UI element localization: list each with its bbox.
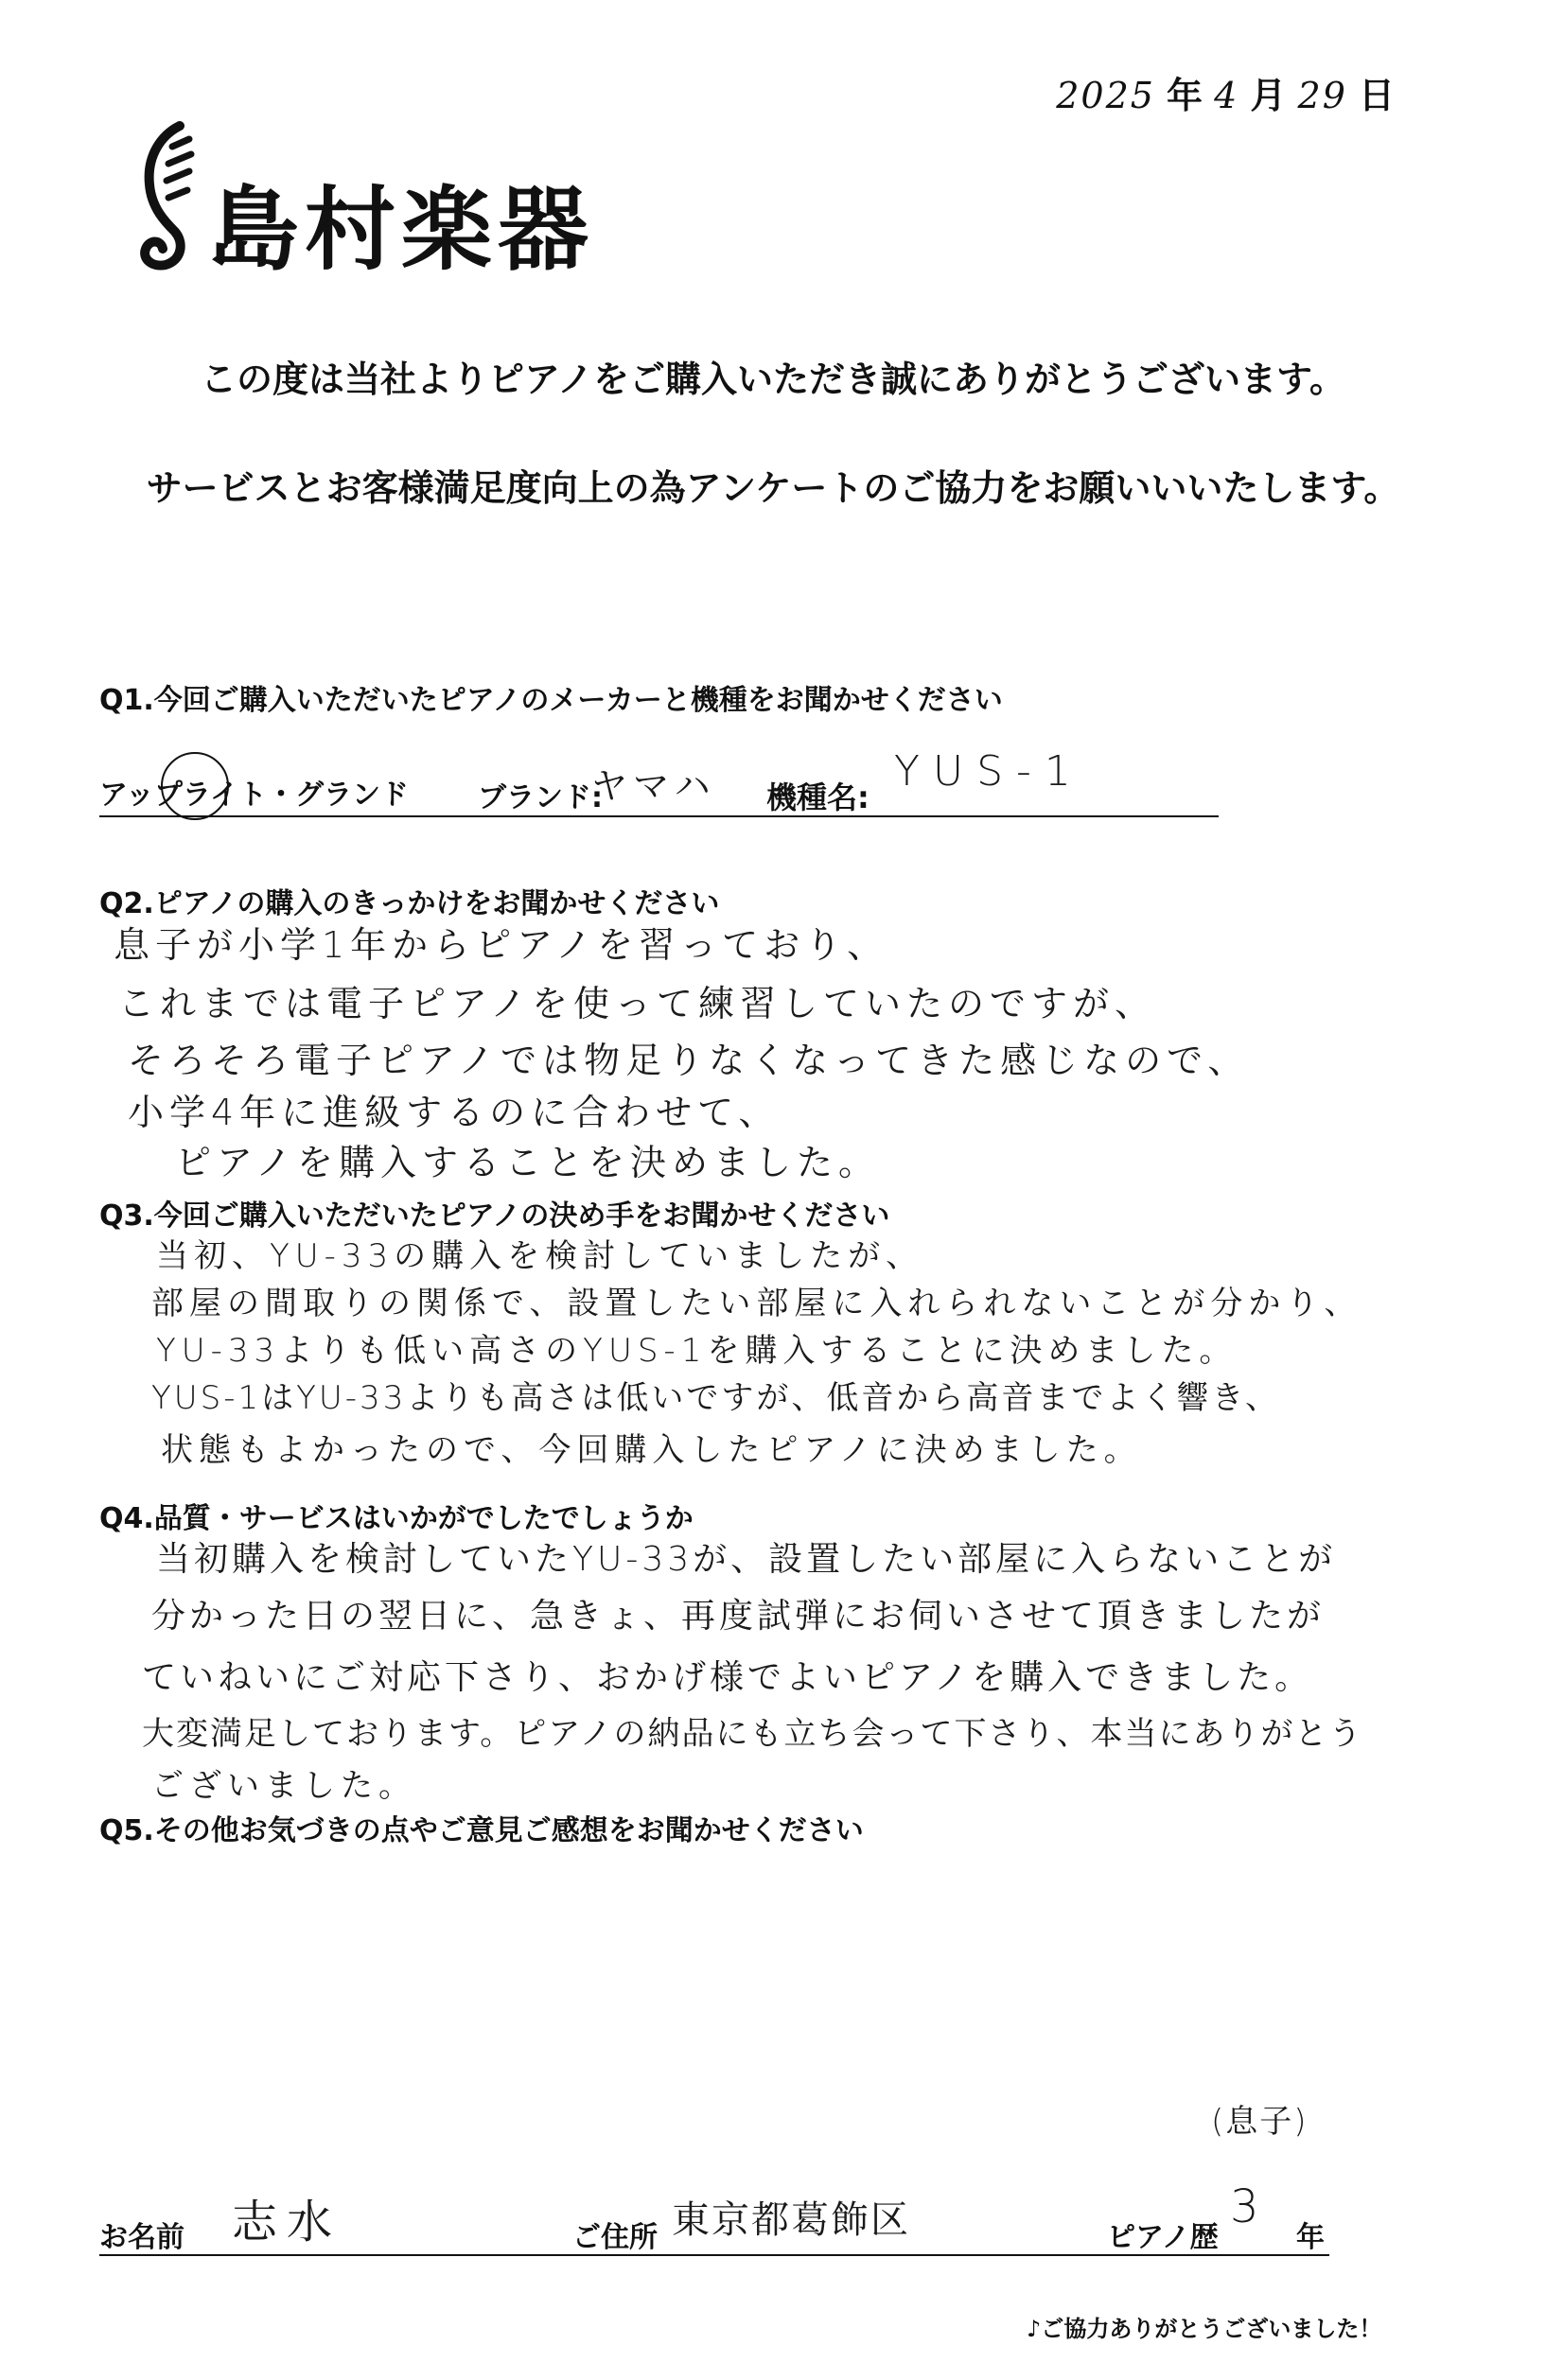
logo-text: 島村楽器	[208, 177, 594, 283]
date-month-unit: 月	[1250, 75, 1287, 116]
history-label: ピアノ歴	[1107, 2221, 1219, 2254]
q4-answer-line: 大変満足しております。ピアノの納品にも立ち会って下さり、本当にありがとう	[142, 1715, 1363, 1753]
q2-answer-line: ピアノを購入することを決めました。	[175, 1142, 880, 1183]
shimamura-logo	[123, 118, 615, 284]
model-value: YUS-1	[894, 747, 1084, 796]
q4-answer-line: 当初購入を検討していたYU-33が、設置したい部屋に入らないことが	[156, 1540, 1337, 1579]
q3-answer-line: 部屋の間取りの関係で、設置したい部屋に入れられないことが分かり、	[151, 1285, 1362, 1322]
q2-question: Q2.ピアノの購入のきっかけをお聞かせください	[99, 887, 720, 920]
history-note: (息子)	[1211, 2103, 1309, 2141]
q2-answer-line: 息子が小学1年からピアノを習っており、	[114, 924, 889, 966]
footer-underline	[99, 2254, 1329, 2256]
name-value: 志水	[232, 2196, 343, 2249]
q1-question: Q1.今回ご購入いただいたピアノのメーカーと機種をお聞かせください	[99, 684, 1003, 717]
q2-answer-line: そろそろ電子ピアノでは物足りなくなってきた感じなので、	[128, 1040, 1250, 1081]
date-year-unit: 年	[1167, 75, 1203, 116]
name-label: お名前	[99, 2221, 184, 2254]
thanks-message: ♪ご協力ありがとうございました！	[1027, 2316, 1382, 2342]
brand-value: ヤマハ	[591, 765, 716, 807]
q3-question: Q3.今回ご購入いただいたピアノの決め手をお聞かせください	[99, 1199, 890, 1233]
history-unit: 年	[1296, 2221, 1325, 2254]
q5-question: Q5.その他お気づきの点やご意見ご感想をお聞かせください	[99, 1814, 864, 1847]
history-value: 3	[1230, 2180, 1265, 2233]
intro-line-1: この度は当社よりピアノをご購入いただき誠にありがとうございます。	[201, 359, 1345, 400]
q1-type-options: アップライト・グランド	[99, 779, 409, 812]
brand-label: ブランド:	[478, 781, 603, 814]
address-label: ご住所	[572, 2221, 658, 2254]
q4-answer-line: 分かった日の翌日に、急きょ、再度試弾にお伺いさせて頂きましたが	[151, 1597, 1326, 1636]
treble-clef-icon	[123, 118, 208, 284]
intro-line-2: サービスとお客様満足度向上の為アンケートのご協力をお願いいいたします。	[146, 467, 1400, 509]
q4-answer-line: ていねいにご対応下さり、おかげ様でよいピアノを購入できました。	[142, 1658, 1313, 1697]
q2-answer-line: これまでは電子ピアノを使って練習していたのですが、	[118, 983, 1156, 1024]
q3-answer-line: 状態もよかったので、今回購入したピアノに決めました。	[161, 1431, 1142, 1469]
q3-answer-line: 当初、YU-33の購入を検討していましたが、	[156, 1237, 924, 1275]
address-value: 東京都葛飾区	[672, 2198, 910, 2242]
date-month: 4	[1214, 75, 1239, 116]
survey-date	[1056, 66, 1395, 118]
q3-answer-line: YU-33よりも低い高さのYUS-1を購入することに決めました。	[156, 1332, 1238, 1370]
model-label: 機種名:	[766, 779, 870, 815]
q3-answer-line: YUS-1はYU-33よりも高さは低いですが、低音から高音までよく響き、	[151, 1379, 1280, 1417]
q4-answer-line: ございました。	[151, 1767, 416, 1805]
date-day: 29	[1297, 75, 1347, 116]
q1-underline	[99, 815, 1219, 817]
q2-answer-line: 小学4年に進級するのに合わせて、	[128, 1092, 781, 1133]
selected-type-circle	[161, 752, 229, 820]
q4-question: Q4.品質・サービスはいかがでしたでしょうか	[99, 1502, 694, 1535]
date-day-unit: 日	[1358, 75, 1395, 116]
date-year: 2025	[1056, 75, 1155, 116]
